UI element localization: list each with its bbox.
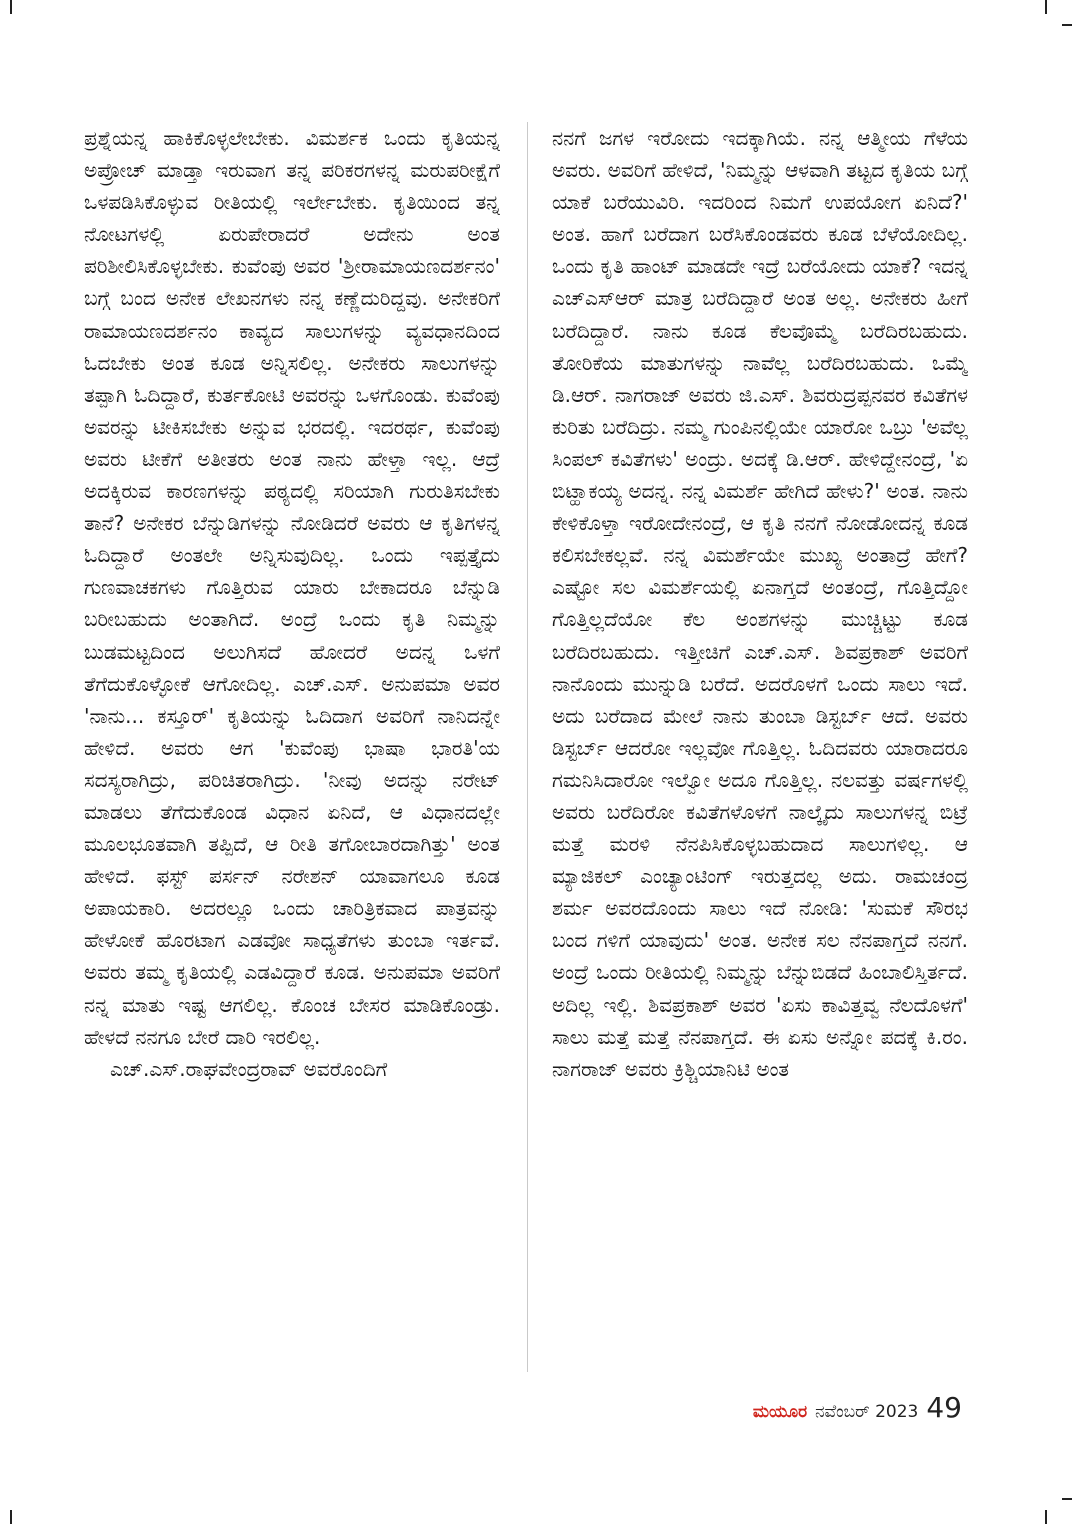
crop-mark-bottom-right <box>1062 1498 1072 1500</box>
page-number: 49 <box>926 1391 962 1424</box>
left-paragraph-1: ಪ್ರಶ್ನೆಯನ್ನ ಹಾಕಿಕೊಳ್ಳಲೇಬೇಕು. ವಿಮರ್ಶಕ ಒಂದು ಕೃತಿಯನ್ನ ಅಪ್ರೋಚ್ ಮಾಡ್ತಾ ಇರುವಾಗ ತನ್ನ ಪರಿಕರಗಳನ್ನ ಮರುಪರೀಕ್ಷೆಗೆ ಒಳಪಡಿಸಿಕೊಳ್ಳುವ ರೀತಿಯಲ್ಲಿ ಇರ್ಲೇಬೇಕು. ಕೃತಿಯಿಂದ ತನ್ನ ನೋಟಗಳಲ್ಲಿ ಏರುಪೇರಾದರೆ ಅದೇನು ಅಂತ ಪರಿಶೀಲಿಸಿಕೊಳ್ಳಬೇಕು. ಕುವೆಂಪು ಅವರ 'ಶ್ರೀರಾಮಾಯಣದರ್ಶನಂ' ಬಗ್ಗೆ ಬಂದ ಅನೇಕ ಲೇಖನಗಳು ನನ್ನ ಕಣ್ಣೆದುರಿದ್ದವು. ಅನೇಕರಿಗೆ ರಾಮಾಯಣದರ್ಶನಂ ಕಾವ್ಯದ ಸಾಲುಗಳನ್ನು ವ್ಯವಧಾನದಿಂದ ಓದಬೇಕು ಅಂತ ಕೂಡ ಅನ್ನಿಸಲಿಲ್ಲ. ಅನೇಕರು ಸಾಲುಗಳನ್ನು ತಪ್ಪಾಗಿ ಓದಿದ್ದಾರೆ, ಕುರ್ತಕೋಟಿ ಅವರನ್ನು ಒಳಗೊಂಡು. ಕುವೆಂಪು ಅವರನ್ನು ಟೀಕಿಸಬೇಕು ಅನ್ನುವ ಭರದಲ್ಲಿ. ಇದರರ್ಥ, ಕುವೆಂಪು ಅವರು ಟೀಕೆಗೆ ಅತೀತರು ಅಂತ ನಾನು ಹೇಳ್ತಾ ಇಲ್ಲ. ಆದ್ರೆ ಅದಕ್ಕಿರುವ ಕಾರಣಗಳನ್ನು ಪಠ್ಯದಲ್ಲಿ ಸರಿಯಾಗಿ ಗುರುತಿಸಬೇಕು ತಾನೆ? ಅನೇಕರ ಬೆನ್ನುಡಿಗಳನ್ನು ನೋಡಿದರೆ ಅವರು ಆ ಕೃತಿಗಳನ್ನ ಓದಿದ್ದಾರೆ ಅಂತಲೇ ಅನ್ನಿಸುವುದಿಲ್ಲ. ಒಂದು ಇಪ್ಪತ್ತೈದು ಗುಣವಾಚಕಗಳು ಗೊತ್ತಿರುವ ಯಾರು ಬೇಕಾದರೂ ಬೆನ್ನುಡಿ ಬರೀಬಹುದು ಅಂತಾಗಿದೆ. ಅಂದ್ರೆ ಒಂದು ಕೃತಿ ನಿಮ್ಮನ್ನು ಬುಡಮಟ್ಟದಿಂದ ಅಲುಗಿಸದೆ ಹೋದರೆ ಅದನ್ನ ಒಳಗೆ ತೆಗೆದುಕೊಳ್ಳೋಕೆ ಆಗೋದಿಲ್ಲ. ಎಚ್.ಎಸ್. ಅನುಪಮಾ ಅವರ 'ನಾನು... ಕಸ್ತೂರ್' ಕೃತಿಯನ್ನು ಓದಿದಾಗ ಅವರಿಗೆ ನಾನಿದನ್ನೇ ಹೇಳಿದೆ. ಅವರು ಆಗ 'ಕುವೆಂಪು ಭಾಷಾ ಭಾರತಿ'ಯ ಸದಸ್ಯರಾಗಿದ್ರು, ಪರಿಚಿತರಾಗಿದ್ರು. 'ನೀವು ಅದನ್ನು ನರೇಟ್ ಮಾಡಲು ತೆಗೆದುಕೊಂಡ ವಿಧಾನ ಏನಿದೆ, ಆ ವಿಧಾನದಲ್ಲೇ ಮೂಲಭೂತವಾಗಿ ತಪ್ಪಿದೆ, ಆ ರೀತಿ ತಗೋಬಾರದಾಗಿತ್ತು' ಅಂತ ಹೇಳಿದೆ. ಫಸ್ಟ್ ಪರ್ಸನ್ ನರೇಶನ್ ಯಾವಾಗಲೂ ಕೂಡ ಅಪಾಯಕಾರಿ. ಅದರಲ್ಲೂ ಒಂದು ಚಾರಿತ್ರಿಕವಾದ ಪಾತ್ರವನ್ನು ಹೇಳೋಕೆ ಹೊರಟಾಗ ಎಡವೋ ಸಾಧ್ಯತೆಗಳು ತುಂಬಾ ಇರ್ತವೆ. ಅವರು ತಮ್ಮ ಕೃತಿಯಲ್ಲಿ ಎಡವಿದ್ದಾರೆ ಕೂಡ. ಅನುಪಮಾ ಅವರಿಗೆ ನನ್ನ ಮಾತು ಇಷ್ಟ ಆಗಲಿಲ್ಲ. ಕೊಂಚ ಬೇಸರ ಮಾಡಿಕೊಂಡ್ರು. ಹೇಳದೆ ನನಗೂ ಬೇರೆ ದಾರಿ ಇರಲಿಲ್ಲ. <box>84 126 500 1049</box>
left-column <box>84 122 500 1380</box>
page-footer <box>753 1391 962 1431</box>
column-divider <box>527 122 528 1372</box>
crop-mark-top-right <box>1062 24 1072 26</box>
article-columns <box>84 122 968 1380</box>
left-paragraph-2: ಎಚ್.ಎಸ್.ರಾಘವೇಂದ್ರರಾವ್ ಅವರೊಂದಿಗೆ <box>110 1056 388 1081</box>
right-paragraph-1: ನನಗೆ ಜಗಳ ಇರೋದು ಇದಕ್ಕಾಗಿಯೆ. ನನ್ನ ಆತ್ಮೀಯ ಗೆಳೆಯ ಅವರು. ಅವರಿಗೆ ಹೇಳಿದೆ, 'ನಿಮ್ಮನ್ನು ಆಳವಾಗಿ ತಟ್ಟದ ಕೃತಿಯ ಬಗ್ಗೆ ಯಾಕೆ ಬರೆಯುವಿರಿ. ಇದರಿಂದ ನಿಮಗೆ ಉಪಯೋಗ ಏನಿದೆ?' ಅಂತ. ಹಾಗೆ ಬರೆದಾಗ ಬರೆಸಿಕೊಂಡವರು ಕೂಡ ಬೆಳೆಯೋದಿಲ್ಲ. ಒಂದು ಕೃತಿ ಹಾಂಟ್ ಮಾಡದೇ ಇದ್ರೆ ಬರೆಯೋದು ಯಾಕೆ? ಇದನ್ನ ಎಚ್‌ಎಸ್‌ಆರ್ ಮಾತ್ರ ಬರೆದಿದ್ದಾರೆ ಅಂತ ಅಲ್ಲ. ಅನೇಕರು ಹೀಗೆ ಬರೆದಿದ್ದಾರೆ. ನಾನು ಕೂಡ ಕೆಲವೊಮ್ಮೆ ಬರೆದಿರಬಹುದು. ತೋರಿಕೆಯ ಮಾತುಗಳನ್ನು ನಾವೆಲ್ಲ ಬರೆದಿರಬಹುದು. ಒಮ್ಮೆ ಡಿ.ಆರ್. ನಾಗರಾಜ್ ಅವರು ಜಿ.ಎಸ್. ಶಿವರುದ್ರಪ್ಪನವರ ಕವಿತೆಗಳ ಕುರಿತು ಬರೆದಿದ್ರು. ನಮ್ಮ ಗುಂಪಿನಲ್ಲಿಯೇ ಯಾರೋ ಒಬ್ರು 'ಅವೆಲ್ಲ ಸಿಂಪಲ್ ಕವಿತೆಗಳು' ಅಂದ್ರು. ಅದಕ್ಕೆ ಡಿ.ಆರ್. ಹೇಳಿದ್ದೇನಂದ್ರೆ, 'ಏ ಬಿಟ್ಹಾಕಯ್ಯ ಅದನ್ನ. ನನ್ನ ವಿಮರ್ಶೆ ಹೇಗಿದೆ ಹೇಳು?' ಅಂತ. ನಾನು ಕೇಳಿಕೊಳ್ತಾ ಇರೋದೇನಂದ್ರೆ, ಆ ಕೃತಿ ನನಗೆ ನೋಡೋದನ್ನ ಕೂಡ ಕಲಿಸಬೇಕಲ್ಲವೆ. ನನ್ನ ವಿಮರ್ಶೆಯೇ ಮುಖ್ಯ ಅಂತಾದ್ರೆ ಹೇಗೆ? ಎಷ್ಟೋ ಸಲ ವಿಮರ್ಶೆಯಲ್ಲಿ ಏನಾಗ್ತದೆ ಅಂತಂದ್ರೆ, ಗೊತ್ತಿದ್ದೋ ಗೊತ್ತಿಲ್ಲದೆಯೋ ಕೆಲ ಅಂಶಗಳನ್ನು ಮುಚ್ಚಿಟ್ಟು ಕೂಡ ಬರೆದಿರಬಹುದು. ಇತ್ತೀಚಿಗೆ ಎಚ್.ಎಸ್. ಶಿವಪ್ರಕಾಶ್ ಅವರಿಗೆ ನಾನೊಂದು ಮುನ್ನುಡಿ ಬರೆದೆ. ಅದರೊಳಗೆ ಒಂದು ಸಾಲು ಇದೆ. ಅದು ಬರೆದಾದ ಮೇಲೆ ನಾನು ತುಂಬಾ ಡಿಸ್ಟರ್ಬ್ ಆದೆ. ಅವರು ಡಿಸ್ಟರ್ಬ್ ಆದರೋ ಇಲ್ಲವೋ ಗೊತ್ತಿಲ್ಲ. ಓದಿದವರು ಯಾರಾದರೂ ಗಮನಿಸಿದಾರೋ ಇಲ್ವೋ ಅದೂ ಗೊತ್ತಿಲ್ಲ. ನಲವತ್ತು ವರ್ಷಗಳಲ್ಲಿ ಅವರು ಬರೆದಿರೋ ಕವಿತೆಗಳೊಳಗೆ ನಾಲ್ಕೈದು ಸಾಲುಗಳನ್ನ ಬಿಟ್ರೆ ಮತ್ತೆ ಮರಳಿ ನೆನಪಿಸಿಕೊಳ್ಳಬಹುದಾದ ಸಾಲುಗಳಿಲ್ಲ. ಆ ಮ್ಯಾಜಿಕಲ್ ಎಂಚ್ಯಾಂಟಿಂಗ್ ಇರುತ್ತದಲ್ಲ ಅದು. ರಾಮಚಂದ್ರ ಶರ್ಮ ಅವರದೊಂದು ಸಾಲು ಇದೆ ನೋಡಿ: 'ಸುಮಕೆ ಸೌರಭ ಬಂದ ಗಳಿಗೆ ಯಾವುದು' ಅಂತ. ಅನೇಕ ಸಲ ನೆನಪಾಗ್ತದೆ ನನಗೆ. ಅಂದ್ರೆ ಒಂದು ರೀತಿಯಲ್ಲಿ ನಿಮ್ಮನ್ನು ಬೆನ್ನುಬಿಡದೆ ಹಿಂಬಾಲಿಸ್ತಿರ್ತದೆ. ಅದಿಲ್ಲ ಇಲ್ಲಿ. ಶಿವಪ್ರಕಾಶ್ ಅವರ 'ಏಸು ಕಾವಿತ್ತವ್ವ ನೆಲದೊಳಗೆ' ಸಾಲು ಮತ್ತೆ ಮತ್ತೆ ನೆನಪಾಗ್ತದೆ. ಈ ಏಸು ಅನ್ನೋ ಪದಕ್ಕೆ ಕಿ.ರಂ. ನಾಗರಾಜ್ ಅವರು ಕ್ರಿಶ್ಚಿಯಾನಿಟಿ ಅಂತ <box>552 126 968 1081</box>
crop-mark-top-right-v <box>1045 0 1047 14</box>
issue-date: ನವೆಂಬರ್ 2023 <box>815 1402 919 1422</box>
crop-mark-bottom-left <box>10 1510 12 1524</box>
right-column <box>552 122 968 1380</box>
crop-mark-bottom-right-v <box>1045 1510 1047 1524</box>
magazine-logo: ಮಯೂರ <box>752 1402 808 1422</box>
crop-mark-top-left <box>10 0 12 14</box>
